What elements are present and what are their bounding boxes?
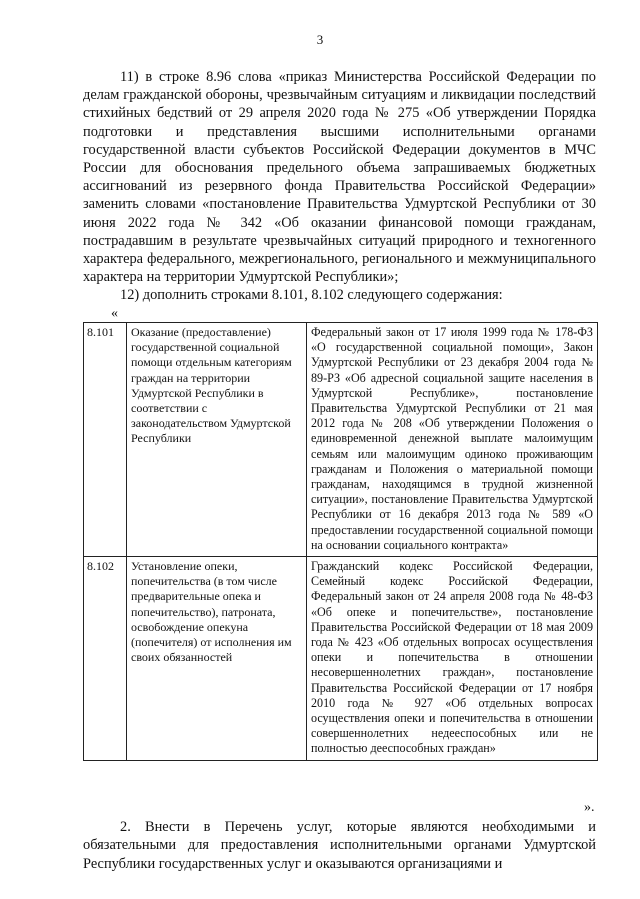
page-number: 3 [316,32,324,47]
paragraph-12: 12) дополнить строками 8.101, 8.102 следующего содержания: [120,287,503,304]
legal-basis-cell: Федеральный закон от 17 июля 1999 года № 178-ФЗ «О государственной социальной помощи», Закон Удмуртской Республики от 23 декабря 2004 года № 89-РЗ «Об адресной социальной защите населения в Удмуртской Республике», постановление Правительства Удмуртской Республики от 21 мая 2012 года № 208 «Об утверждении Положения о единовременной денежной выплате малоимущим семьям или малоимущим одиноко проживающим гражданам и Положения о материальной помощи гражданам, находящимся в трудной жизненной ситуации», постановление Правительства Удмуртской Республики от 16 декабря 2013 года № 589 «О предоставлении государственной социальной помощи на основании социального контракта» [307,323,598,557]
services-table [83,322,598,761]
service-name-cell: Установление опеки, попечительства (в том числе предварительные опека и попечительство), патроната, освобождение опекуна (попечителя) от исполнения им своих обязанностей [127,557,307,761]
body-text [83,68,596,305]
closing-quote: ». [584,800,595,815]
paragraph-2: 2. Внести в Перечень услуг, которые являются необходимыми и обязательными для предоставления исполнительными органами Удмуртской Республики государственных услуг и оказываются организациями и [83,819,596,872]
opening-quote: « [111,306,118,321]
paragraph-11: 11) в строке 8.96 слова «приказ Министерства Российской Федерации по делам гражданской обороны, чрезвычайным ситуациям и ликвидации последствий стихийных бедствий от 29 апреля 2020 года № 275 «Об утверждении Порядка подготовки и представления высшими исполнительными органами государственной власти субъектов Российской Федерации документов в МЧС России для обоснования предельного объема запрашиваемых бюджетных ассигнований из резервного фонда Правительства Российской Федерации» заменить словами «постановление Правительства Удмуртской Республики от 30 июня 2022 года № 342 «Об оказании финансовой помощи гражданам, пострадавшим в результате чрезвычайных ситуаций природного и техногенного характера федерального, межрегионального, регионального и межмуниципального характера на территории Удмуртской Республики»; [83,69,596,286]
legal-basis-cell: Гражданский кодекс Российской Федерации, Семейный кодекс Российской Федерации, Федеральный закон от 24 апреля 2008 года № 48-ФЗ «Об опеке и попечительстве», постановление Правительства Российской Федерации от 18 мая 2009 года № 423 «Об отдельных вопросах осуществления опеки и попечительства в отношении несовершеннолетних граждан», постановление Правительства Российской Федерации от 17 ноября 2010 года № 927 «Об отдельных вопросах осуществления опеки и попечительства в отношении совершеннолетних недееспособных или не полностью дееспособных граждан» [307,557,598,761]
table-row [84,323,598,557]
row-number-cell: 8.101 [84,323,127,557]
row-number-cell: 8.102 [84,557,127,761]
service-name-cell: Оказание (предоставление) государственной социальной помощи отдельным категориям граждан на территории Удмуртской Республики в соответствии с законодательством Удмуртской Республики [127,323,307,557]
table-row [84,557,598,761]
